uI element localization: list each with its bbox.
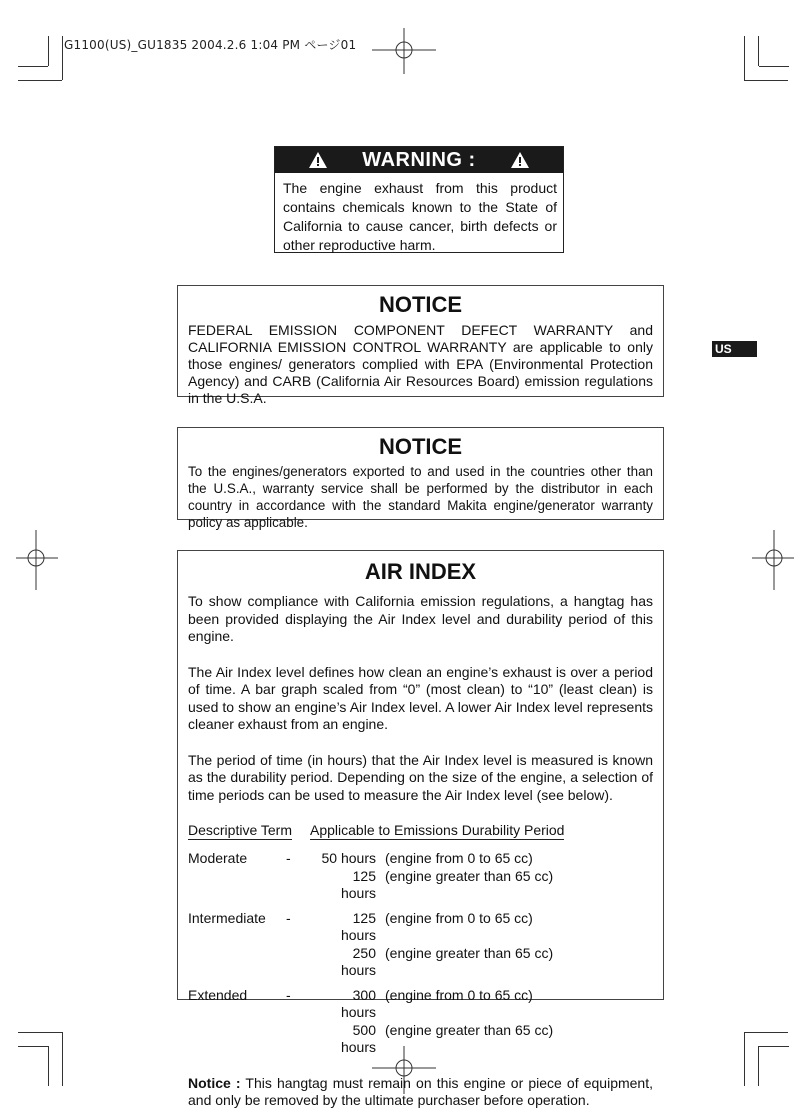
hours-value: 50 hours	[321, 850, 376, 866]
engine-size: (engine greater than 65 cc)	[385, 944, 554, 961]
term-dash: -	[286, 850, 291, 866]
warning-box	[274, 146, 564, 253]
term-dash: -	[286, 986, 291, 1003]
air-index-paragraph: To show compliance with California emission regulations, a hangtag has been provided displaying the Air Index level and durability period of this engine.	[188, 593, 653, 644]
hours-value: 125 hours	[340, 867, 376, 901]
export-notice-box	[177, 427, 664, 530]
hours-value: 125 hours	[340, 909, 376, 943]
warning-triangle-icon	[510, 151, 530, 169]
registration-mark-right	[752, 530, 794, 590]
term-label: Intermediate	[188, 909, 266, 926]
hours-value: 300 hours	[340, 986, 376, 1020]
engine-size: (engine from 0 to 65 cc)	[385, 909, 533, 926]
table-row	[188, 910, 653, 980]
print-header: G1100(US)_GU1835 2004.2.6 1:04 PM ページ01	[64, 38, 357, 52]
warning-text: The engine exhaust from this product contains chemicals known to the State of California to cause cancer, birth defects or other reproductive harm.	[283, 180, 557, 253]
air-index-paragraph: The Air Index level defines how clean an engine’s exhaust is over a period of time. A bar graph scaled from “0” (most clean) to “10” (least clean) is used to show an engine’s Air Index level. A lower Air Index level represents cleaner exhaust from an engine.	[188, 663, 653, 732]
engine-size: (engine greater than 65 cc)	[385, 1021, 554, 1038]
registration-mark-left	[16, 530, 58, 590]
registration-mark-top	[372, 28, 436, 76]
term-dash: -	[286, 909, 291, 926]
notice-title: NOTICE	[378, 292, 463, 317]
table-row	[188, 987, 653, 1057]
column-header: Descriptive Term	[188, 822, 292, 838]
hangtag-notice-label: Notice :	[188, 1074, 241, 1091]
notice-text: FEDERAL EMISSION COMPONENT DEFECT WARRANTY and CALIFORNIA EMISSION CONTROL WARRANTY are applicable to only those engines/ generators complied with EPA (Environmental Protection Agency) and CARB (California Air Resources Board) emission regulations in the U.S.A.	[188, 322, 653, 406]
federal-notice-box	[177, 285, 664, 406]
durability-table-header	[188, 822, 653, 840]
table-row	[188, 850, 653, 903]
engine-size: (engine from 0 to 65 cc)	[385, 986, 533, 1003]
warning-triangle-icon	[308, 151, 328, 169]
warning-header	[275, 147, 563, 173]
column-header: Applicable to Emissions Durability Period	[310, 822, 565, 838]
term-label: Extended	[188, 986, 248, 1003]
engine-size: (engine greater than 65 cc)	[385, 867, 554, 884]
air-index-paragraph: The period of time (in hours) that the Air Index level is measured is known as the durability period. Depending on the size of the engine, a selection of time periods can be used to measure the Air Index level (see below).	[188, 751, 653, 803]
notice-title: NOTICE	[378, 434, 463, 459]
hangtag-notice	[188, 1075, 653, 1110]
air-index-title: AIR INDEX	[364, 559, 477, 584]
notice-text: To the engines/generators exported to and used in the countries other than the U.S.A., warranty service shall be performed by the distributor in each country in accordance with the standard Makita engine/generator warranty policy as applicable.	[188, 464, 653, 530]
warning-title: WARNING :	[362, 148, 476, 171]
term-label: Moderate	[188, 850, 248, 866]
hours-value: 500 hours	[340, 1021, 376, 1055]
hours-value: 250 hours	[340, 944, 376, 978]
air-index-box	[177, 550, 664, 1108]
region-tab: US	[712, 341, 757, 357]
hangtag-notice-text: This hangtag must remain on this engine or piece of equipment, and only be removed by the ultimate purchaser before operation.	[188, 1074, 653, 1108]
engine-size: (engine from 0 to 65 cc)	[385, 850, 533, 866]
